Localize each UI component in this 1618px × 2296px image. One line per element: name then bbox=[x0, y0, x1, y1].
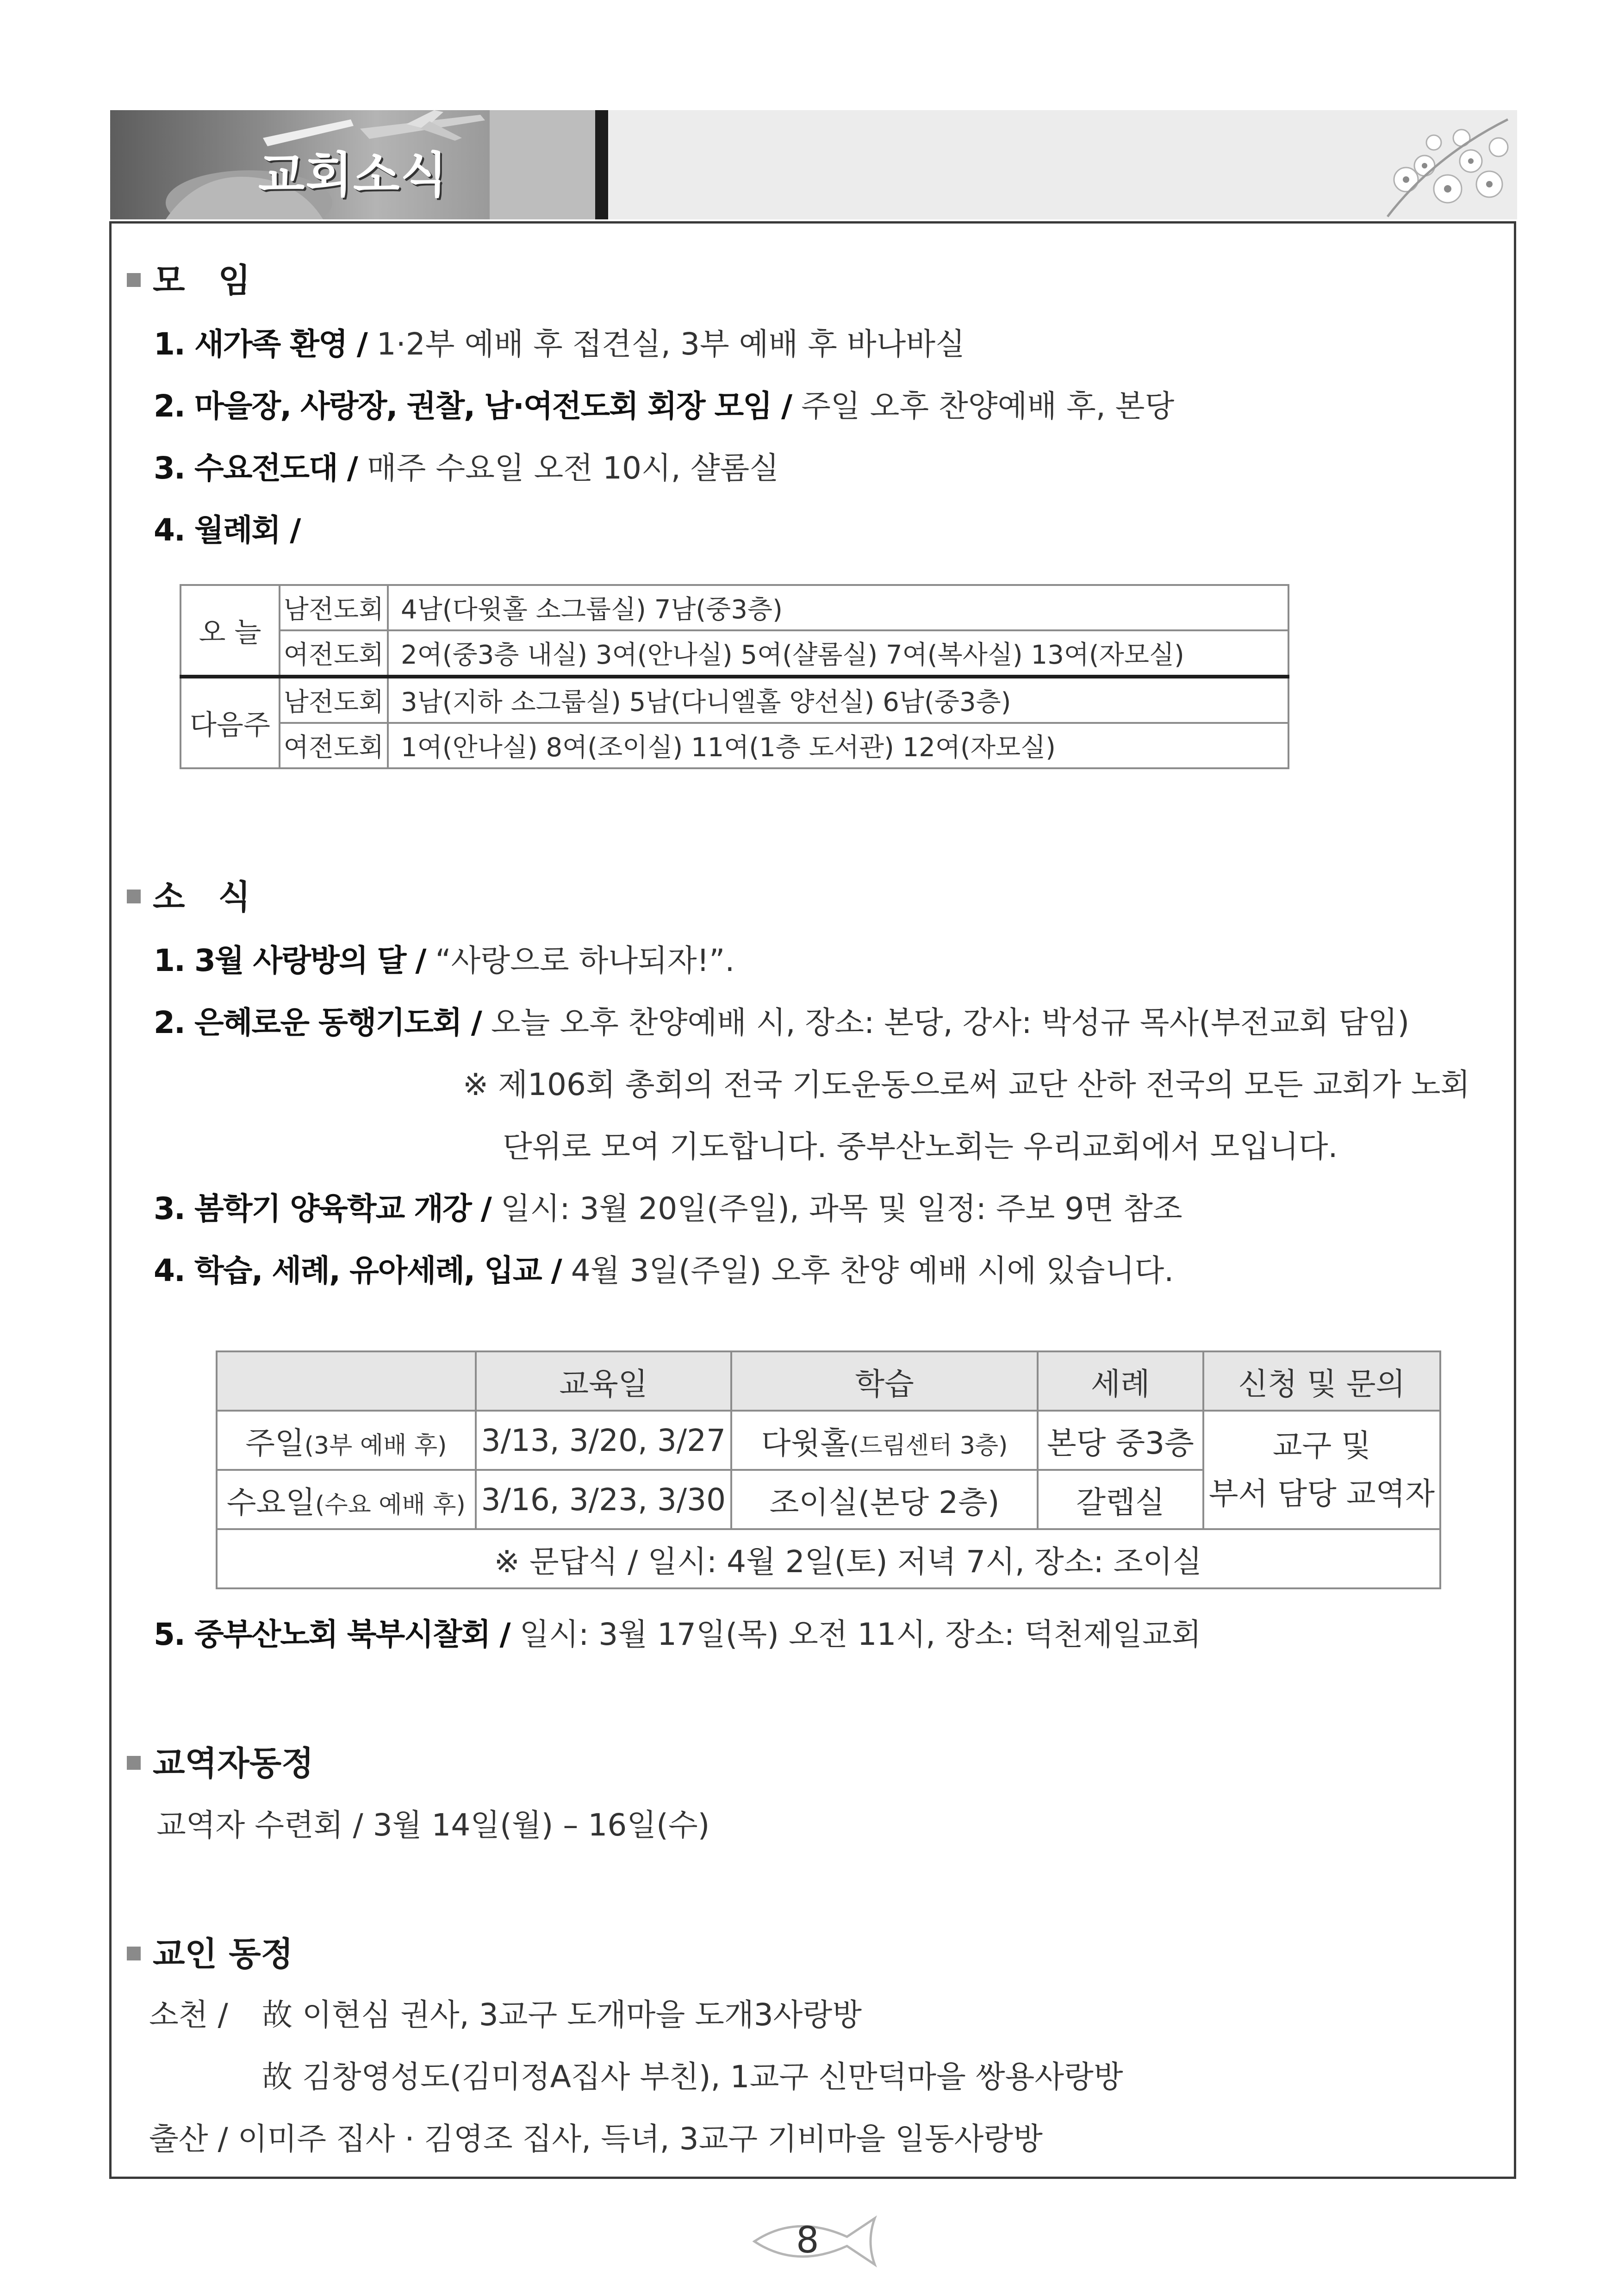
section-heading-meetings: 모 임 bbox=[127, 254, 250, 302]
table-row bbox=[217, 1529, 1440, 1588]
table-row: 오 늘 남전도회 4남(다윗홀 소그룹실) 7남(중3층) bbox=[180, 585, 1288, 630]
news-item-2-note-cont: 단위로 모여 기도합니다. 중부산노회는 우리교회에서 모입니다. bbox=[503, 1129, 1338, 1164]
page-number-badge bbox=[745, 2211, 884, 2271]
death-notice-1: 故 이현심 권사, 3교구 도개마을 도개3사랑방 bbox=[262, 1997, 862, 2033]
page-title: 교회소식 bbox=[258, 147, 448, 203]
news-item-5: 5. 중부산노회 북부시찰회 / 일시: 3월 17일(목) 오전 11시, 장소: 덕천제일교회 bbox=[154, 1617, 1201, 1652]
header-banner bbox=[110, 110, 1517, 219]
death-notice-2: 故 김창영성도(김미정A집사 부친), 1교구 신만덕마을 쌍용사랑방 bbox=[262, 2059, 1123, 2095]
bullet-square-icon bbox=[127, 273, 141, 287]
section-heading-members: 교인 동정 bbox=[127, 1927, 293, 1975]
death-label: 소천 / bbox=[149, 1997, 228, 2033]
table-row: 여전도회 2여(중3층 내실) 3여(안나실) 5여(샬롬실) 7여(복사실) 13여(자모실) bbox=[180, 630, 1288, 677]
news-item-3: 3. 봄학기 양육학교 개강 / 일시: 3월 20일(주일), 과목 및 일정: 주보 9면 참조 bbox=[154, 1191, 1182, 1226]
header-photo bbox=[110, 110, 490, 219]
header-bar bbox=[490, 110, 604, 219]
table-row: 수요일(수요 예배 후) 3/16, 3/23, 3/30 조이실(본당 2층) 갈렙실 bbox=[217, 1470, 1440, 1529]
section-heading-news: 소 식 bbox=[127, 870, 250, 918]
meeting-item-2: 2. 마을장, 사랑장, 권찰, 남·여전도회 회장 모임 / 주일 오후 찬양예배 후, 본당 bbox=[154, 388, 1175, 424]
page-number: 8 bbox=[796, 2220, 819, 2261]
meeting-item-4: 4. 월례회 / bbox=[154, 512, 300, 548]
sacrament-schedule-table bbox=[216, 1350, 1441, 1589]
ministers-retreat: 교역자 수련회 / 3월 14일(월) – 16일(수) bbox=[156, 1807, 710, 1843]
meeting-item-1: 1. 새가족 환영 / 1·2부 예배 후 접견실, 3부 예배 후 바나바실 bbox=[154, 326, 965, 362]
news-item-2: 2. 은혜로운 동행기도회 / 오늘 오후 찬양예배 시, 장소: 본당, 강사: 박성규 목사(부전교회 담임) bbox=[154, 1005, 1410, 1040]
news-item-4: 4. 학습, 세례, 유아세례, 입교 / 4월 3일(주일) 오후 찬양 예배 시에 있습니다. bbox=[154, 1253, 1174, 1288]
table-header-row: 교육일 학습 세례 신청 및 문의 bbox=[217, 1351, 1440, 1411]
header-stripe bbox=[595, 110, 608, 219]
interview-note: ※ 문답식 / 일시: 4월 2일(토) 저녁 7시, 장소: 조이실 bbox=[476, 1529, 1440, 1588]
birth-notice: 출산 / 이미주 집사 · 김영조 집사, 득녀, 3교구 기비마을 일동사랑방 bbox=[149, 2121, 1043, 2157]
news-item-2-note: ※ 제106회 총회의 전국 기도운동으로써 교단 산하 전국의 모든 교회가 노회 bbox=[463, 1067, 1470, 1102]
next-week-label: 다음주 bbox=[180, 677, 280, 768]
table-row: 여전도회 1여(안나실) 8여(조이실) 11여(1층 도서관) 12여(자모실) bbox=[180, 723, 1288, 768]
bullet-square-icon bbox=[127, 1947, 141, 1960]
monthly-meeting-table bbox=[180, 584, 1289, 769]
news-item-1: 1. 3월 사랑방의 달 / “사랑으로 하나되자!”. bbox=[154, 943, 735, 978]
section-heading-ministers: 교역자동정 bbox=[127, 1736, 314, 1785]
bullet-square-icon bbox=[127, 890, 141, 903]
bullet-square-icon bbox=[127, 1756, 141, 1770]
today-label: 오 늘 bbox=[180, 585, 280, 677]
meeting-item-3: 3. 수요전도대 / 매주 수요일 오전 10시, 샬롬실 bbox=[154, 450, 779, 486]
table-row: 다음주 남전도회 3남(지하 소그룹실) 5남(다니엘홀 양선실) 6남(중3층) bbox=[180, 677, 1288, 723]
table-row: 주일(3부 예배 후) 3/13, 3/20, 3/27 다윗홀(드림센터 3층) 본당 중3층 교구 및 부서 담당 교역자 bbox=[217, 1411, 1440, 1470]
flower-decoration-icon bbox=[1378, 110, 1517, 219]
contact-cell: 교구 및 부서 담당 교역자 bbox=[1203, 1411, 1440, 1529]
